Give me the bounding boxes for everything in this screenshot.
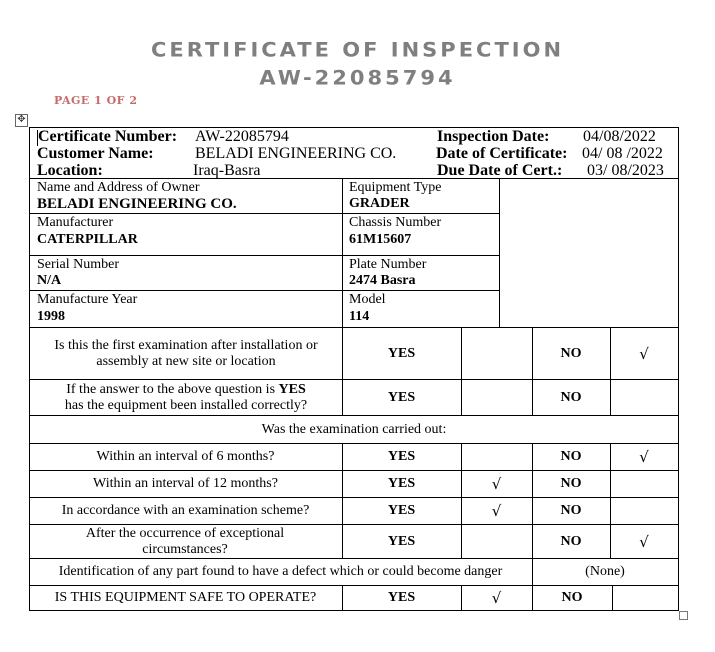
q5-yes: YES [387, 503, 416, 518]
defect-label: Identification of any part found to have a defect which or could become danger [58, 564, 503, 579]
table-move-handle-icon[interactable]: ✥ [15, 114, 28, 127]
q4-yes: YES [387, 476, 416, 491]
q2-text-bold: YES [278, 381, 306, 397]
q3-text: Within an interval of 6 months? [96, 449, 275, 464]
location-label: Location: [37, 162, 103, 179]
date-of-certificate-value: 04/ 08 /2022 [582, 145, 663, 162]
examination-section-label: Was the examination carried out: [261, 421, 447, 437]
plate-label: Plate Number [349, 257, 427, 272]
q2-text-part2: has the equipment been installed correctly? [64, 397, 308, 413]
q6-no-check-icon: √ [639, 532, 649, 551]
q2-text [40, 380, 332, 415]
inspection-date-value: 04/08/2022 [583, 128, 656, 145]
q1-no-check-icon: √ [639, 344, 649, 363]
safe-no: NO [561, 590, 583, 605]
q1-no: NO [560, 345, 582, 361]
certificate-number-title: AW-22085794 [259, 66, 456, 90]
page-label: PAGE 1 OF 2 [54, 94, 138, 107]
equipment-type-value: GRADER [349, 196, 410, 211]
manufacturer-label: Manufacturer [37, 215, 114, 230]
date-of-certificate-label: Date of Certificate: [436, 145, 568, 162]
q2-no: NO [560, 389, 582, 405]
certificate-title: CERTIFICATE OF INSPECTION [150, 38, 565, 62]
defect-value: (None) [585, 564, 625, 579]
q6-no: NO [560, 533, 582, 549]
safe-yes-check-icon: √ [491, 589, 502, 607]
customer-name-label: Customer Name: [37, 145, 154, 162]
q2-yes: YES [387, 389, 416, 405]
manufacturer-value: CATERPILLAR [37, 232, 138, 247]
certificate-number-value: AW-22085794 [195, 128, 289, 145]
q2-text-part1: If the answer to the above question is [66, 381, 276, 397]
model-value: 114 [349, 309, 370, 324]
owner-value: BELADI ENGINEERING CO. [37, 196, 237, 212]
safe-yes: YES [387, 590, 416, 605]
due-date-value: 03/ 08/2023 [587, 162, 664, 179]
certificate-number-label: Certificate Number: [38, 128, 178, 145]
due-date-label: Due Date of Cert.: [437, 162, 563, 179]
model-label: Model [349, 292, 386, 307]
inspection-date-label: Inspection Date: [437, 128, 550, 145]
safe-to-operate-label: IS THIS EQUIPMENT SAFE TO OPERATE? [54, 590, 317, 605]
location-value: Iraq-Basra [193, 162, 261, 179]
q3-no: NO [560, 449, 582, 464]
q3-yes: YES [387, 449, 416, 464]
customer-name-value: BELADI ENGINEERING CO. [195, 145, 397, 162]
owner-label: Name and Address of Owner [37, 180, 200, 195]
q1-text: Is this the first examination after installation or assembly at new site or location [54, 337, 318, 369]
plate-value: 2474 Basra [349, 273, 416, 288]
serial-value: N/A [37, 273, 62, 288]
q5-text: In accordance with an examination scheme? [61, 503, 310, 518]
q1-yes: YES [387, 345, 416, 361]
table-resize-handle-icon[interactable] [679, 611, 688, 620]
q5-yes-check-icon: √ [491, 502, 502, 520]
chassis-label: Chassis Number [349, 215, 442, 230]
q3-no-check-icon: √ [639, 448, 649, 466]
chassis-value: 61M15607 [349, 232, 412, 247]
q4-no: NO [560, 476, 582, 491]
q5-no: NO [560, 503, 582, 518]
serial-label: Serial Number [37, 257, 120, 272]
year-value: 1998 [37, 309, 65, 324]
q6-text: After the occurrence of exceptional circumstances? [85, 525, 285, 557]
equipment-type-label: Equipment Type [349, 180, 442, 195]
q4-text: Within an interval of 12 months? [93, 476, 278, 491]
q4-yes-check-icon: √ [491, 475, 502, 493]
year-label: Manufacture Year [37, 292, 138, 307]
q6-yes: YES [387, 533, 416, 549]
